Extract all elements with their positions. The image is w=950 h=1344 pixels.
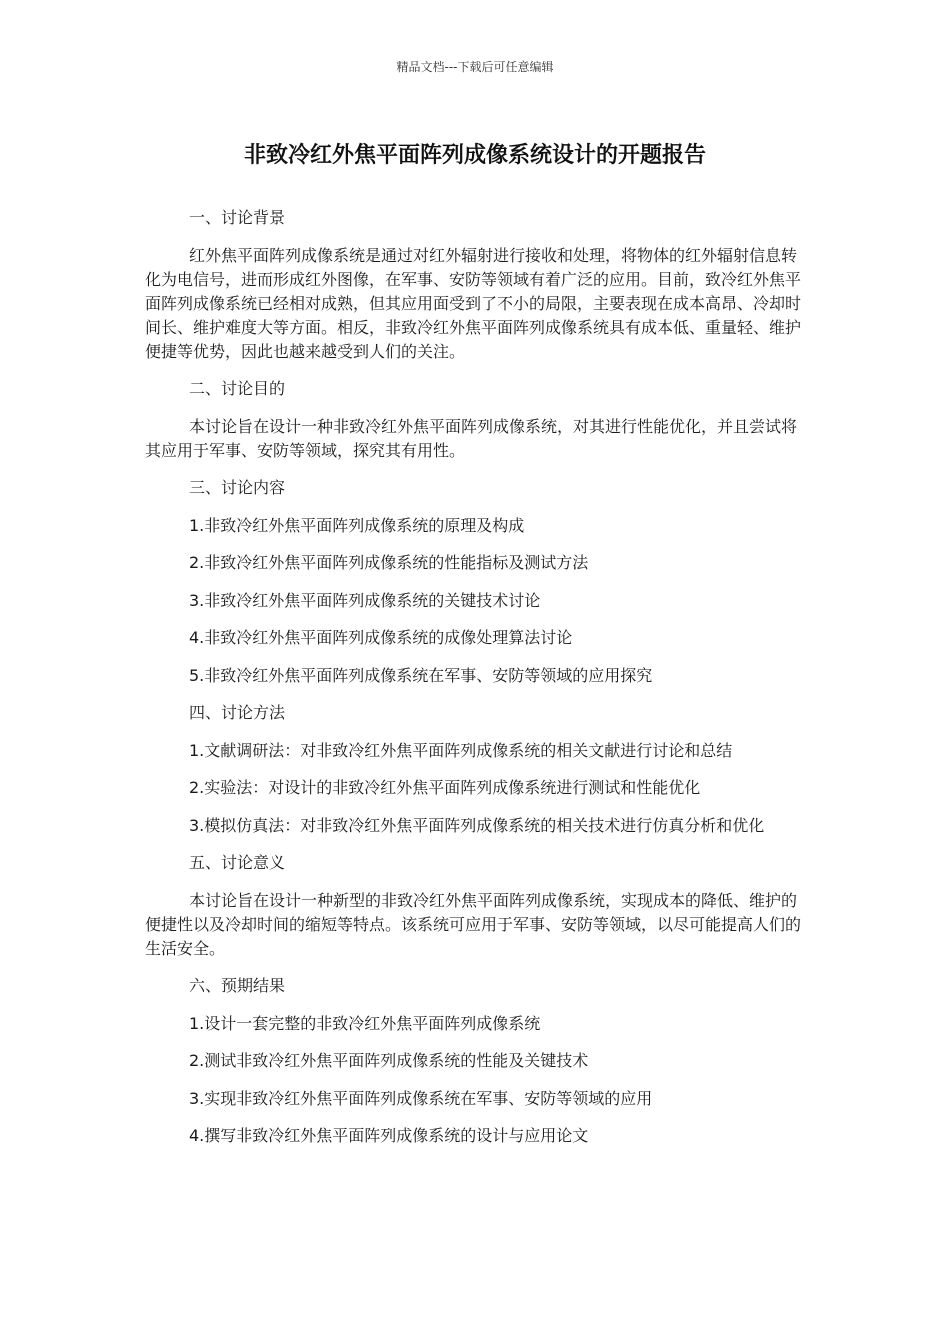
list-item-content: 2.非致冷红外焦平面阵列成像系统的性能指标及测试方法 — [189, 553, 589, 572]
list-item-result: 1.设计一套完整的非致冷红外焦平面阵列成像系统 — [189, 1013, 541, 1033]
section-heading-content: 三、讨论内容 — [189, 478, 286, 497]
list-item-result: 4.撰写非致冷红外焦平面阵列成像系统的设计与应用论文 — [189, 1126, 589, 1145]
document-title: 非致冷红外焦平面阵列成像系统设计的开题报告 — [243, 143, 706, 168]
paragraph-purpose: 本讨论旨在设计一种非致冷红外焦平面阵列成像系统，对其进行性能优化，并且尝试将其应用于军事、安防等领域，探究其有用性。 — [145, 416, 798, 460]
list-item-content: 1.非致冷红外焦平面阵列成像系统的原理及构成 — [189, 515, 525, 535]
list-item-method: 1.文献调研法：对非致冷红外焦平面阵列成像系统的相关文献进行讨论和总结 — [189, 740, 733, 760]
list-item-content: 4.非致冷红外焦平面阵列成像系统的成像处理算法讨论 — [189, 628, 573, 647]
paragraph-background: 红外焦平面阵列成像系统是通过对红外辐射进行接收和处理，将物体的红外辐射信息转化为电信号，进而形成红外图像，在军事、安防等领域有着广泛的应用。目前，致冷红外焦平面阵列成像系统已经相对成熟，但其应用面受到了不小的局限，主要表现在成本高昂、冷却时间长、维护难度大等方面。相反，非致冷红外焦平面阵列成像系统具有成本低、重量轻、维护便捷等优势，因此也越来越受到人们的关注。 — [145, 245, 802, 361]
section-heading-purpose: 二、讨论目的 — [189, 379, 286, 398]
section-heading-significance: 五、讨论意义 — [189, 853, 286, 872]
list-item-content: 3.非致冷红外焦平面阵列成像系统的关键技术讨论 — [189, 590, 541, 610]
section-heading-results: 六、预期结果 — [189, 976, 286, 995]
paragraph-significance: 本讨论旨在设计一种新型的非致冷红外焦平面阵列成像系统，实现成本的降低、维护的便捷性以及冷却时间的缩短等特点。该系统可应用于军事、安防等领域，以尽可能提高人们的生活安全。 — [145, 890, 802, 958]
list-item-method: 3.模拟仿真法：对非致冷红外焦平面阵列成像系统的相关技术进行仿真分析和优化 — [189, 815, 765, 835]
section-heading-background: 一、讨论背景 — [189, 208, 286, 227]
header-note: 精品文档---下载后可任意编辑 — [396, 60, 554, 74]
list-item-result: 2.测试非致冷红外焦平面阵列成像系统的性能及关键技术 — [189, 1051, 589, 1070]
section-heading-methods: 四、讨论方法 — [189, 703, 286, 722]
list-item-content: 5.非致冷红外焦平面阵列成像系统在军事、安防等领域的应用探究 — [189, 665, 653, 685]
document-body — [145, 206, 807, 1162]
list-item-method: 2.实验法：对设计的非致冷红外焦平面阵列成像系统进行测试和性能优化 — [189, 778, 701, 797]
list-item-result: 3.实现非致冷红外焦平面阵列成像系统在军事、安防等领域的应用 — [189, 1088, 653, 1108]
